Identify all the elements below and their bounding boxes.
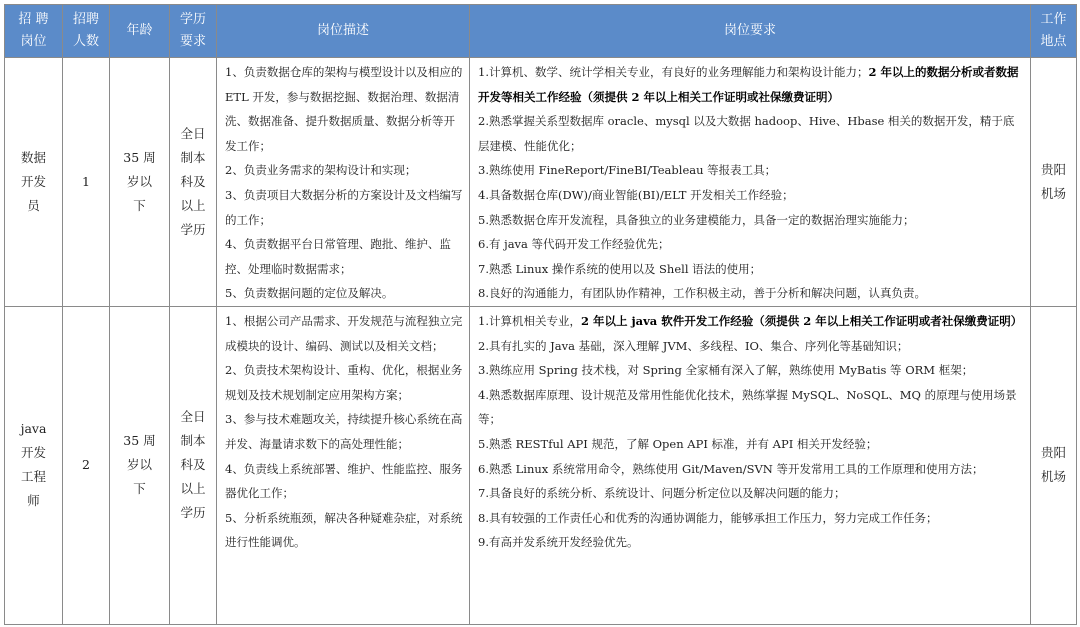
description-item: 4、负责数据平台日常管理、跑批、维护、监控、处理临时数据需求； — [225, 237, 451, 276]
description-item: 3、参与技术难题攻关，持续提升核心系统在高并发、海量请求数下的高处理性能； — [225, 412, 463, 451]
requirement-text: 1.计算机相关专业， — [478, 313, 581, 328]
requirement-item: 9.有高并发系统开发经验优先。 — [478, 535, 639, 550]
description-item: 2、负责技术架构设计、重构、优化，根据业务规划及技术规划制定应用架构方案； — [225, 363, 463, 402]
header-position: 招 聘 岗位 — [5, 5, 63, 58]
job-education: 全日 制本 科及 以上 学历 — [170, 58, 217, 307]
description-item: 5、分析系统瓶颈，解决各种疑难杂症，对系统进行性能调优。 — [225, 510, 463, 550]
requirement-item: 4.熟悉数据库原理、设计规范及常用性能优化技术，熟练掌握 MySQL、NoSQL、MQ 的原理与使用场景等； — [478, 387, 1017, 427]
job-age: 35 周 岁以 下 — [110, 306, 170, 624]
job-position: 数据 开发 员 — [5, 58, 63, 307]
header-location: 工作 地点 — [1031, 5, 1077, 58]
requirement-highlight: 2 年以上 java 软件开发工作经验（须提供 2 年以上相关工作证明或者社保缴费证明） — [580, 313, 1023, 328]
header-row — [5, 5, 1077, 58]
table-row — [5, 306, 1077, 624]
requirement-item: 6.熟悉 Linux 系统常用命令，熟练使用 Git/Maven/SVN 等开发常用工具的工作原理和使用方法； — [478, 461, 984, 476]
description-item: 2、负责业务需求的架构设计和实现； — [225, 163, 417, 178]
description-item: 1、负责数据仓库的架构与模型设计以及相应的 ETL 开发，参与数据挖掘、数据治理、数据清洗、数据准备、提升数据质量、数据分析等开发工作； — [225, 65, 463, 153]
requirement-item: 5.熟悉 RESTful API 规范，了解 Open API 标准，并有 API 相关开发经验； — [478, 436, 878, 451]
requirement-item: 5.熟悉数据仓库开发流程，具备独立的业务建模能力，具备一定的数据治理实施能力； — [478, 212, 915, 227]
requirement-item — [478, 309, 1024, 334]
header-count: 招聘 人数 — [63, 5, 110, 58]
requirement-item: 7.具备良好的系统分析、系统设计、问题分析定位以及解决问题的能力； — [478, 486, 846, 501]
requirement-item: 8.具有较强的工作责任心和优秀的沟通协调能力，能够承担工作压力，努力完成工作任务； — [478, 510, 938, 525]
description-item: 1、根据公司产品需求、开发规范与流程独立完成模块的设计、编码、测试以及相关文档； — [225, 313, 463, 353]
job-education: 全日 制本 科及 以上 学历 — [170, 306, 217, 624]
header-age: 年龄 — [110, 5, 170, 58]
description-item: 4、负责线上系统部署、维护、性能监控、服务器优化工作； — [225, 461, 463, 501]
requirement-item: 2.熟悉掌握关系型数据库 oracle、mysql 以及大数据 hadoop、Hive、Hbase 相关的数据开发，精于底层建模、性能优化； — [478, 114, 1015, 153]
requirement-item: 3.熟练应用 Spring 技术栈，对 Spring 全家桶有深入了解，熟练使用 MyBatis 等 ORM 框架； — [478, 363, 974, 378]
requirement-item: 6.有 java 等代码开发工作经验优先； — [478, 237, 670, 252]
job-table — [4, 4, 1077, 625]
job-count: 2 — [63, 306, 110, 624]
job-age: 35 周 岁以 下 — [110, 58, 170, 307]
job-description — [217, 306, 470, 624]
requirement-item: 4.具备数据仓库(DW)/商业智能(BI)/ELT 开发相关工作经验； — [478, 187, 794, 202]
job-location: 贵阳 机场 — [1031, 58, 1077, 307]
requirement-text: 1.计算机、数学、统计学相关专业，有良好的业务理解能力和架构设计能力； — [478, 65, 869, 79]
requirement-item: 8.良好的沟通能力，有团队协作精神，工作积极主动，善于分析和解决问题，认真负责。 — [478, 286, 926, 301]
requirement-item — [478, 60, 1024, 109]
job-location: 贵阳 机场 — [1031, 306, 1077, 624]
header-education: 学历 要求 — [170, 5, 217, 58]
job-requirements — [470, 58, 1031, 307]
requirement-item: 3.熟练使用 FineReport/FineBI/Teableau 等报表工具； — [478, 163, 777, 178]
description-item: 5、负责数据问题的定位及解决。 — [225, 286, 394, 301]
requirement-highlight: 2 年以上的数据分析或者数据开发等相关工作经验（须提供 2 年以上相关工作证明或社保缴费证明） — [478, 65, 1019, 104]
header-description: 岗位描述 — [217, 5, 470, 58]
job-description — [217, 58, 470, 307]
table-row — [5, 58, 1077, 307]
job-requirements — [470, 306, 1031, 624]
header-requirements: 岗位要求 — [470, 5, 1031, 58]
description-item: 3、负责项目大数据分析的方案设计及文档编写的工作； — [225, 187, 463, 227]
job-count: 1 — [63, 58, 110, 307]
requirement-item: 7.熟悉 Linux 操作系统的使用以及 Shell 语法的使用； — [478, 261, 762, 276]
job-position: java 开发 工程 师 — [5, 306, 63, 624]
requirement-item: 2.具有扎实的 Java 基础，深入理解 JVM、多线程、IO、集合、序列化等基础知识； — [478, 338, 909, 353]
